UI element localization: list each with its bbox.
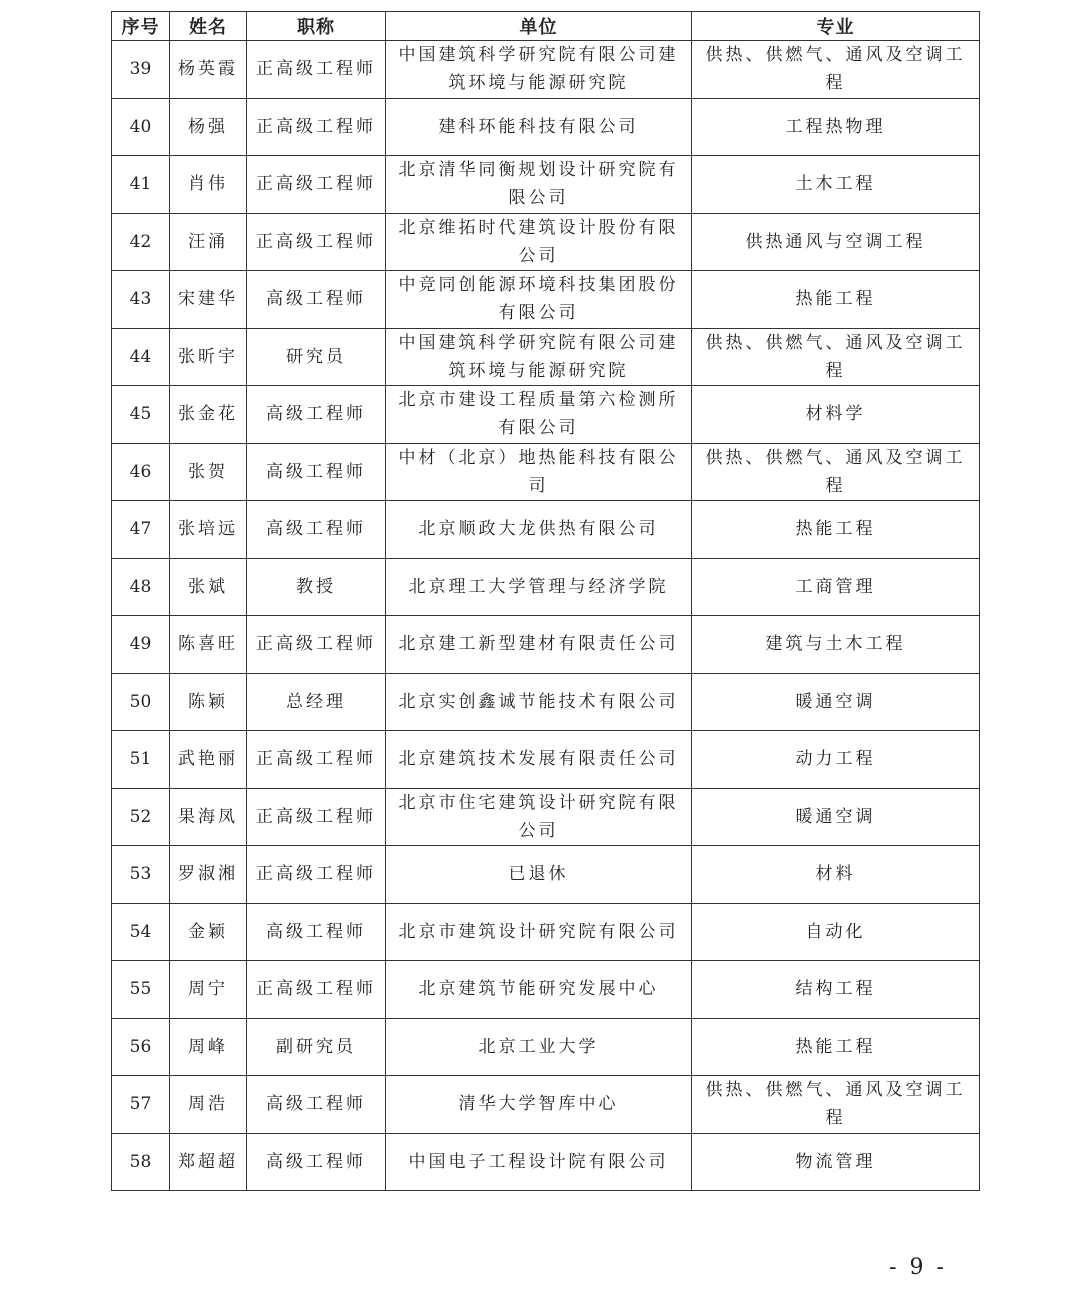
cell-index: 55 [112,961,170,1019]
cell-index: 39 [112,41,170,99]
cell-major: 土木工程 [692,156,980,214]
cell-index: 52 [112,788,170,846]
header-index: 序号 [112,12,170,41]
cell-organization: 建科环能科技有限公司 [386,98,692,156]
cell-major: 动力工程 [692,731,980,789]
cell-index: 41 [112,156,170,214]
cell-title: 高级工程师 [247,386,386,444]
cell-major: 热能工程 [692,501,980,559]
cell-name: 张昕宇 [170,328,247,386]
cell-title: 总经理 [247,673,386,731]
table-row [112,788,980,846]
table-row [112,443,980,501]
cell-name: 罗淑湘 [170,846,247,904]
cell-title: 正高级工程师 [247,41,386,99]
cell-organization: 北京实创鑫诚节能技术有限公司 [386,673,692,731]
cell-title: 正高级工程师 [247,98,386,156]
cell-major: 工程热物理 [692,98,980,156]
cell-name: 张培远 [170,501,247,559]
cell-name: 张斌 [170,558,247,616]
cell-name: 周宁 [170,961,247,1019]
table-row [112,386,980,444]
cell-name: 周浩 [170,1076,247,1134]
header-organization: 单位 [386,12,692,41]
cell-index: 50 [112,673,170,731]
cell-name: 武艳丽 [170,731,247,789]
cell-index: 44 [112,328,170,386]
cell-major: 暖通空调 [692,673,980,731]
cell-name: 张金花 [170,386,247,444]
cell-organization: 北京建工新型建材有限责任公司 [386,616,692,674]
cell-name: 陈颖 [170,673,247,731]
table-row [112,673,980,731]
cell-major: 热能工程 [692,271,980,329]
cell-index: 47 [112,501,170,559]
cell-index: 48 [112,558,170,616]
cell-organization: 中竞同创能源环境科技集团股份有限公司 [386,271,692,329]
cell-title: 研究员 [247,328,386,386]
cell-index: 49 [112,616,170,674]
cell-name: 郑超超 [170,1133,247,1191]
table-row [112,1018,980,1076]
table-row [112,731,980,789]
table-row [112,558,980,616]
cell-major: 供热、供燃气、通风及空调工程 [692,328,980,386]
table-row [112,961,980,1019]
cell-major: 工商管理 [692,558,980,616]
cell-organization: 北京市建设工程质量第六检测所有限公司 [386,386,692,444]
cell-organization: 北京市住宅建筑设计研究院有限公司 [386,788,692,846]
table-row [112,328,980,386]
cell-index: 57 [112,1076,170,1134]
cell-name: 金颖 [170,903,247,961]
cell-name: 宋建华 [170,271,247,329]
cell-name: 杨强 [170,98,247,156]
cell-index: 51 [112,731,170,789]
table-row [112,41,980,99]
cell-major: 暖通空调 [692,788,980,846]
cell-major: 材料学 [692,386,980,444]
cell-organization: 北京顺政大龙供热有限公司 [386,501,692,559]
cell-title: 高级工程师 [247,443,386,501]
cell-major: 结构工程 [692,961,980,1019]
page-number: - 9 - [889,1255,947,1280]
cell-title: 正高级工程师 [247,788,386,846]
cell-title: 高级工程师 [247,1076,386,1134]
cell-title: 正高级工程师 [247,213,386,271]
cell-organization: 中国建筑科学研究院有限公司建筑环境与能源研究院 [386,41,692,99]
cell-index: 45 [112,386,170,444]
table-body [112,41,980,1191]
cell-index: 58 [112,1133,170,1191]
cell-title: 高级工程师 [247,903,386,961]
cell-index: 42 [112,213,170,271]
table-row [112,98,980,156]
cell-title: 高级工程师 [247,271,386,329]
cell-title: 副研究员 [247,1018,386,1076]
cell-major: 物流管理 [692,1133,980,1191]
cell-name: 肖伟 [170,156,247,214]
cell-index: 53 [112,846,170,904]
cell-organization: 中材（北京）地热能科技有限公司 [386,443,692,501]
cell-major: 建筑与土木工程 [692,616,980,674]
cell-title: 高级工程师 [247,1133,386,1191]
table-row [112,616,980,674]
cell-organization: 北京清华同衡规划设计研究院有限公司 [386,156,692,214]
cell-organization: 已退休 [386,846,692,904]
table-row [112,501,980,559]
cell-title: 高级工程师 [247,501,386,559]
cell-major: 供热、供燃气、通风及空调工程 [692,1076,980,1134]
cell-name: 陈喜旺 [170,616,247,674]
cell-organization: 北京理工大学管理与经济学院 [386,558,692,616]
table-row [112,213,980,271]
cell-organization: 北京建筑技术发展有限责任公司 [386,731,692,789]
cell-title: 正高级工程师 [247,961,386,1019]
cell-organization: 中国建筑科学研究院有限公司建筑环境与能源研究院 [386,328,692,386]
cell-name: 杨英霞 [170,41,247,99]
cell-organization: 清华大学智库中心 [386,1076,692,1134]
table-row [112,903,980,961]
cell-major: 热能工程 [692,1018,980,1076]
expert-roster-table [111,11,980,1191]
cell-organization: 北京市建筑设计研究院有限公司 [386,903,692,961]
header-name: 姓名 [170,12,247,41]
cell-organization: 北京维拓时代建筑设计股份有限公司 [386,213,692,271]
cell-major: 材料 [692,846,980,904]
header-major: 专业 [692,12,980,41]
cell-major: 自动化 [692,903,980,961]
header-title: 职称 [247,12,386,41]
cell-index: 40 [112,98,170,156]
cell-title: 正高级工程师 [247,846,386,904]
cell-organization: 中国电子工程设计院有限公司 [386,1133,692,1191]
cell-organization: 北京工业大学 [386,1018,692,1076]
cell-title: 正高级工程师 [247,156,386,214]
table-row [112,271,980,329]
cell-title: 教授 [247,558,386,616]
table-row [112,1133,980,1191]
cell-name: 汪涌 [170,213,247,271]
cell-index: 56 [112,1018,170,1076]
cell-major: 供热、供燃气、通风及空调工程 [692,41,980,99]
table-row [112,1076,980,1134]
cell-name: 周峰 [170,1018,247,1076]
cell-name: 张贺 [170,443,247,501]
table-row [112,156,980,214]
table-header-row [112,12,980,41]
cell-organization: 北京建筑节能研究发展中心 [386,961,692,1019]
cell-index: 43 [112,271,170,329]
cell-name: 果海凤 [170,788,247,846]
cell-major: 供热、供燃气、通风及空调工程 [692,443,980,501]
cell-title: 正高级工程师 [247,731,386,789]
cell-title: 正高级工程师 [247,616,386,674]
table-row [112,846,980,904]
cell-index: 54 [112,903,170,961]
cell-index: 46 [112,443,170,501]
cell-major: 供热通风与空调工程 [692,213,980,271]
